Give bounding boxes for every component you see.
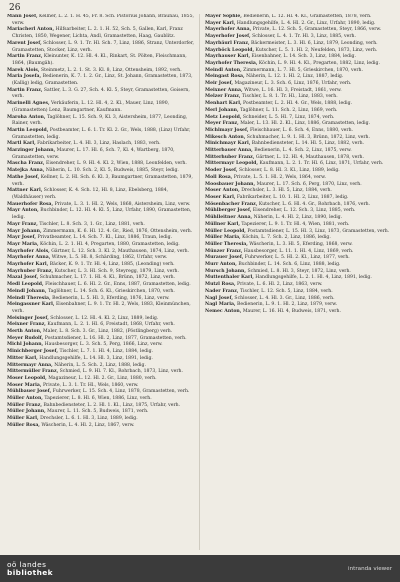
directory-entry [205,195,393,202]
viewer-footer [0,555,400,582]
entry-details: Zimmermann, L. 7. Hl. 5, Grieskirchen, 1870, verh. [243,67,363,73]
entry-name: Mayr Franz, [7,221,38,227]
entry-details: Eisendreher, L. 9. Hl. 4. Kl. 2, Wien, 1888, Leonfelden, verh. [45,161,187,167]
entry-name: Mösenbacher Franz, [205,201,258,207]
entry-details: Buchbinder, L. 14. Sch. 6, Linz, 1888, ledig. [238,262,341,268]
entry-details: Köchin, L. 2. 1. Hl. 4, Pregarten, 1880, Gramastetten, ledig. [40,241,180,247]
directory-entry [7,148,195,161]
entry-name: Müller Karl, [7,416,39,422]
entry-details: Bedienerin, L. 5. Hl. 3, Eferding, 1876, Linz, verw. [52,295,170,301]
entry-name: Moser Karl, [205,194,236,200]
library-logo[interactable] [7,561,53,577]
entry-details: Maurer, L. 17. Hl. 6, Sch. 7, Kl. 4, Wartberg, 1870, Gramastetten, verw. [12,148,175,160]
entry-details: Handlungsgehilfe, L. 14. Hl. 3, Linz, 1891, ledig. [39,355,153,361]
entry-details: Gärtner, L. 12. Sch. 3. Kl. 2, Mauthausen, 1874, Linz, verh. [51,248,190,254]
directory-entry [7,168,195,175]
entry-details: Drechsler, L. 6. 1. Hl. 3, Linz, 1889, ledig. [40,416,138,422]
directory-entry [7,101,195,114]
entry-details: Fleischhauer, L. 6. Sch. 4, Enns, 1880, verh. [249,127,354,133]
entry-name: Mikesch Anton, [205,134,246,140]
directory-entry [205,121,393,128]
directory-entry [7,376,195,383]
entry-name: Mitter Karl, [7,355,38,361]
entry-name: Mitterhuber Franz, [205,154,255,160]
entry-name: Moser Maria, [7,382,42,388]
directory-entry [7,14,195,27]
entry-name: Meixner Anna, [205,87,243,93]
entry-details: Näherin, L. 5. Sch. 2, Linz, 1888, ledig. [54,362,146,368]
entry-name: Melzer Franz, [205,94,241,100]
entry-details: Kutscher, L. 5. 1. Hl. 2, Neufelden, 1873, Linz, verh. [255,47,378,53]
entry-name: Merth Anton, [7,329,42,335]
entry-name: Muttenthaler Karl, [205,275,254,281]
entry-name: Nader Franz, [205,288,239,294]
entry-name: Maroha Anton, [7,114,46,120]
entry-details: Tischler, L. 8. Sch. 3, 1. Gr., Linz, 1881, verh. [39,221,145,227]
entry-details: Fleischhauer, L. 6. Hl. 2. Gr., Enns, 1887, Gramastetten, ledig. [45,282,191,288]
entry-details: Verkäuferin, L. 12. Hl. 4, 2. Kl., Mauer, Linz, 1890, (Gramastetten) Lenz, Baumgartner, Kaufmann. [12,101,170,113]
entry-details: Tapezierer, L. 8. Hl. 6, Wien, 1886, Linz, verh. [44,396,152,402]
entry-details: Bäcker, K. 9. 1. Tr. Hl. 4, Linz, 1885, (Leonding) verh. [49,262,175,268]
directory-entry [7,282,195,289]
entry-name: Michlmayr Josef, [205,127,249,133]
entry-name: Meyer Rudolf, [7,335,44,341]
directory-entry [205,148,393,155]
directory-entry [205,54,393,61]
directory-entry [7,349,195,356]
entry-details: Eisenbahner, L. 14. Sch. 3, Linz, 1884, ledig. [251,54,356,60]
entry-details: Schlosser, L. 12. Hl. 4. Kl. 2, Linz, 1889, ledig. [50,315,159,321]
directory-entry [7,27,195,40]
entry-details: Postamtsdiener, L. 15. Hl. 3, Linz, 1873, Gramastetten, verh. [247,228,390,234]
entry-name: Mascha Franz, [7,161,45,167]
entry-name: Meindl Anton, [205,67,242,73]
directory-entry [205,309,393,316]
directory-entry [205,282,393,289]
entry-details: Tischler, L. 12. Sch. 5, Linz, 1884, verh. [239,288,333,294]
directory-entry [7,235,195,242]
entry-details: Buchbinder, L. 12. Hl. 4. Kl. 5, Linz, Urfahr, 1890, Gramastetten, ledig. [12,208,192,221]
entry-name: Mayrböck Leopold, [205,47,255,53]
entry-details: Kleinunter, K. 12. Hl. 4. Kl., Rinkart, St. Pölten, Fleischmann, 1864, (Baumgäh). [12,54,187,66]
entry-details: Schlosser, K. 4. Sch. 12, Hl. 8, Linz, Ebelsberg, 1884, (Waldhäuser) verh. [12,188,169,200]
entry-details: Steinmetz, L. 2. 1. St. 3. Kl. 8, Linz, Ottensheim, 1892, verh. [40,67,182,73]
entry-name: Mursch Johann, [205,268,247,274]
entry-name: Martin Franz, [7,54,43,60]
entry-details: Kutscher, L. 6. Hl. 4. Gr., Rohrbach, 1876, verh. [258,201,371,207]
entry-details: Fabrikarbeiter, L. 10. 1. Hl. 2, Linz, 1887, ledig. [236,194,349,200]
directory-entry [7,222,195,229]
entry-details: Handlungsgehilfe, L. 4. Hl. 2. Gr., Linz, Urfahr, 1890, ledig. [236,20,376,26]
entry-name: Meixner Franz, [7,322,46,328]
entry-details: Private, L. 3. 1. Tr. Hl., Wels, 1860, verw. [42,382,139,388]
entry-details: Private, L. 3. 1. Hl. 2, Wels, 1868, Aistersheim, Linz, verw. [54,201,191,207]
entry-details: Bedienerin, K. 7. 1. 2. Gr., Linz, St. Johann, Gramastetten, 1873, (Kallig) ledig, Gramastetten. [12,74,193,87]
entry-name: Mühlleitner Anna, [205,215,253,221]
entry-name: Mayerhofer Josef, [205,34,251,40]
entry-name: Mattner Karl, [7,188,43,194]
directory-entry [205,34,393,41]
entry-details: Maler, L. 13. Hl. 2. Kl., Linz, 1886, Gramastetten, ledig. [240,121,371,127]
directory-entry [7,88,195,101]
directory-entry [205,41,393,48]
directory-entry [7,41,195,54]
entry-details: Bäckermeister, L. 3. Hl. 6, Linz, 1879, Leonding, verh. [251,40,378,46]
entry-details: Kellner, L. 2. Hl. Sch. 6. Kl. 3, Baumgartner, Gramastetten, 1879, verh. [12,174,193,187]
entry-name: Merl Johann, [205,107,239,113]
entry-name: Martin Franz, [7,87,43,93]
entry-details: Maler, L. 8. Sch. 3. Gr., Linz, 1882, (Pöstlingberg) verh. [43,329,173,335]
entry-name: Mittermüller Franz, [7,369,59,375]
directory-entry [205,289,393,296]
entry-name: Mitterbauer Anna, [205,148,253,154]
entry-details: Kaufmann, L. 2. 1. Tr. Hl. 6, Linz, 1871, Urfahr, verh. [259,161,384,167]
entry-name: Mariacherl Anton, [7,27,55,33]
entry-name: Müller Maria, [205,235,241,241]
entry-details: Bedienerin, L. 12. Hl. 4. Kl., Gramastetten, 1878, verh. [243,14,372,19]
entry-name: Mayer Karl, [205,20,236,26]
directory-entry [7,208,195,221]
entry-name: Mayrhauser Karl, [205,54,251,60]
directory-entry [205,302,393,309]
column-divider [199,14,200,550]
entry-details: Schuhmacher, L. 17. 1. Hl. 4. Kl., Brünn, 1872, Linz, verh. [39,275,176,281]
logo-line-2: bibliothek [7,567,53,577]
entry-details: Maurer, L. 11. Sch. 5, Budweis, 1871, verh. [47,409,149,415]
entry-name: Minichmayr Karl, [205,141,251,147]
page-number: 26 [9,3,21,13]
entry-details: Taglöhner, L. 14. Sch. 6. Kl., Grieskirchen, 1870, verh. [47,288,175,294]
directory-entry [205,108,393,115]
entry-name: Nemec Anton, [205,308,242,314]
entry-details: Eisenbahner, L. 9. 1. Tr. Hl. 2, Wels, 1883, Kleinmünchen, verh. [12,302,191,314]
entry-name: Mayrhuber Franz, [7,268,54,274]
entry-details: Schmied, L. 8. Hl. 3, Steyr, 1872, Linz, verh. [247,268,351,274]
entry-details: Private, L. 5. 1. Hl. 2, Wels, 1864, verw. [233,174,327,180]
entry-name: Murauer Josef, [205,255,244,261]
entry-name: Müller Theresia, [205,241,248,247]
entry-details: Bahnbediensteter, L. 2. Hl. 1. Kl., Linz, 1875, Urfahr, verh. [43,402,181,408]
entry-name: Müllner Karl, [205,221,240,227]
entry-name: Müller Rosa, [7,422,40,428]
entry-name: Mayrhofer Alois, [7,248,50,254]
directory-entry [7,54,195,67]
entry-details: Zimmermann, K. 6. Hl. 12. 4. Gr., Ried, 1876, Ottensheim, verh. [43,228,193,234]
directory-entry [7,416,195,423]
entry-name: Mittermayr Leopold, [205,161,258,167]
entry-name: Murr Anton, [205,262,237,268]
entry-details: Näherin, L. 4. Hl. 2, Linz, 1890, ledig. [253,215,343,221]
entry-details: Schmied, L. 9. Hl. 7. Kl., Rohrbach, 1873, Linz, verh. [59,369,183,375]
entry-name: Meir Josef, [205,81,233,87]
entry-details: Köchin, L. 9. Hl. 4. Kl., Pregarten, 1882, Linz, ledig. [258,60,380,66]
entry-details: Gärtner, L. 12. Hl. 4, Mauthausen, 1878, verh. [255,154,364,160]
entry-details: Schuhmacher, L. 9. 1. Hl. 3, Brünn, 1872, Linz, verh. [246,134,370,140]
entry-details: Fuhrwerker, L. 15. Sch. 4, Linz, 1878, Gramastetten, verh. [52,389,190,395]
directory-entry [205,14,393,21]
directory-entry [7,242,195,249]
entry-details: Witwe, L. 5. Hl. 8, Schärding, 1862, Urfahr, verw. [51,255,168,261]
entry-name: Mayerhofer Anna, [205,27,252,33]
entry-name: Metz Leopold, [205,114,242,120]
entry-name: Mayr Maria, [7,241,39,247]
directory-entry [205,188,393,195]
directory-entry [205,255,393,262]
entry-details: Magazineur, L. 3. Sch. 6, Linz, 1876, Urfahr, verh. [234,81,352,87]
entry-details: Tischler, L. 7. 1. Hl. 4, Linz, 1884, ledig. [59,349,153,355]
entry-name: Mayr Josef, [7,235,36,241]
entry-name: Medl Leopold, [7,282,44,288]
directory-entry [7,369,195,376]
entry-name: Minichberger Josef, [7,349,58,355]
directory-entry [7,115,195,128]
entry-name: Nagl Maria, [205,302,236,308]
directory-entry [7,356,195,363]
entry-details: Magazineur, L. 12. Hl. 2. Gr., Linz, 1880, verh. [48,375,157,381]
entry-details: Tischler, L. 8. 1. Tr. Hl., Linz, 1883, verh. [241,94,338,100]
entry-details: Schlosser, L. 4. Hl. 3. Gr., Linz, 1886, verh. [234,295,335,301]
directory-entry [7,396,195,403]
entry-details: Kellner, L. 2. 1. H. 45, Fr. 8. Sch. Pistorius Johann, Braunau, 1855, verw. [12,14,194,26]
entry-details: Hausbesorger, L. 11. 1. Hl. 4, Linz, 1869, verh. [243,248,354,254]
entry-name: Martl Karl, [7,141,36,147]
entry-details: Näherin, L. 10. Sch. 2, Kl. 5, Budweis, 1885, Steyr, ledig. [45,168,179,174]
entry-name: Mathe Josef, [7,174,40,180]
entry-name: Mayrhofer Theresia, [205,60,258,66]
directory-entry [205,101,393,108]
directory-entry [205,175,393,182]
entry-details: Schlosser, L. 4. 1. Tr. Hl. 3, Linz, 1885, verh. [252,34,356,40]
entry-name: Marzinger Johann, [7,148,56,154]
entry-name: Meisinger Josef, [7,315,49,321]
entry-name: Mittermayr Anna, [7,362,53,368]
directory-entry [7,175,195,188]
viewer-label[interactable]: intranda viewer [348,566,392,572]
entry-details: Bahnbediensteter, L. 14. Hl. 5, Linz, 1882, verh. [251,141,364,147]
directory-entry [205,262,393,269]
entry-details: Schneider, L. 5. Hl. 7, Linz, 1874, verh. [242,114,335,120]
entry-details: Schlosser, L. 9. 1. Tr. Hl. Sch. 7, Linz, 1886, Stranz, Unterdorfer, Gramastetten, Stocker, Linz, verh. [12,40,195,53]
entry-details: Taglöhner, L. 11. Sch. 2, Linz, 1869, verh. [240,107,338,113]
entry-details: Wäscherin, L. 4. Hl. 2, Linz, 1867, verw. [41,422,135,428]
entry-details: Privatbeamter, L. 14. Sch. 7. Kl., Linz, 1886, Traun, ledig. [37,235,173,241]
entry-name: Matejka Anna, [7,168,45,174]
entry-details: Fabrikarbeiter, L. 4. Hl. 3, Linz, Haslach, 1883, verh. [37,141,161,147]
entry-name: Menhart Karl, [205,101,242,107]
directory-entry [205,168,393,175]
directory-entry [7,255,195,262]
entry-details: Kaufmann, L. 2. 1. Hl. 6, Freistadt, 1868, Urfahr, verh. [47,322,175,328]
logo-line-1: oö landes [7,560,47,569]
entry-name: Müller Leopold, [205,228,246,234]
entry-name: Meindl Theresia, [7,295,51,301]
entry-details: Drechsler, L. 3. Hl. 5, Linz, 1884, verh. [241,188,332,194]
entry-name: Mayrhofer Karl, [7,262,49,268]
entry-details: Fuhrwerker, L. 5. Hl. 2. Kl., Linz, 1877, verh. [244,255,350,261]
entry-name: Martin Leopold, [7,127,49,133]
directory-entry [7,74,195,87]
directory-entry [7,128,195,141]
right-column [205,14,393,550]
entry-details: Schlosser, L. 8. Hl. 3. Kl., Linz, 1889, ledig. [239,168,340,174]
entry-name: Marinelli Agnes, [7,101,50,107]
entry-name: Moder Josef, [205,168,238,174]
directory-entry [205,215,393,222]
directory-entry [7,188,195,201]
entry-name: Müller Johann, [7,409,46,415]
entry-name: Mutzl Rosa, [205,282,236,288]
entry-name: Mühlbauer Josef, [7,389,52,395]
entry-name: Meingast Rosa, [205,74,245,80]
entry-name: Meindl Johann, [7,288,47,294]
entry-details: Bedienerin, L. 9. 1. Hl. 2, Linz, 1879, verw. [237,302,338,308]
entry-name: Meingassner Karl, [7,302,55,308]
entry-name: Marent Josef, [7,40,42,46]
entry-details: Tapezierer, L. 9. 1. Tr. Hl. 4, Wien, 1881, verh. [241,221,350,227]
entry-name: Moser Leopold, [7,375,47,381]
entry-name: Mayr Johann, [7,228,42,234]
entry-name: Müller Franz, [7,402,42,408]
entry-name: Michl Johann, [7,342,44,348]
entry-name: Meyer Franz, [205,121,239,127]
entry-name: Mayr Anton, [7,208,39,214]
directory-entry [205,81,393,88]
entry-details: Postbeamter, L. 6. 1. Tr. Kl. 2. Gr., Wels, 1888, (Linz) Urfahr, Gramastetten, ledig. [12,127,191,140]
entry-details: Postamtsdiener, L. 16. Hl. 2, Linz, 1877, Gramastetten, verh. [44,335,187,341]
directory-entry [7,302,195,315]
directory-entry [7,289,195,296]
entry-name: Müller Anton, [7,396,43,402]
entry-details: Bedienerin, L. 4. Sch. 2, Linz, 1875, verw. [254,148,352,154]
entry-details: Eisendreher, L. 12. Sch. 3, Linz, 1885, verh. [252,208,356,214]
directory-entry [7,423,195,430]
directory-entry [205,242,393,249]
entry-details: Taglöhner, L. 15. Sch. 9, Kl. 3, Aistersheim, 1877, Leonding, Rainer, verh. [12,114,188,127]
entry-name: Mann Josef, [7,14,38,19]
directory-entry [7,329,195,336]
entry-name: Moser Anton, [205,188,240,194]
entry-name: Mayrbäurl Franz, [205,40,250,46]
entry-details: Hilfsarbeiter, L. 2. 1. H. 52, Sch. 5, Gallen, Karl, Franz Christen, 1850, Wegener, Lichta, Andl, Gramastetten, Haag, Gaublitz. [12,27,183,40]
directory-entry [205,128,393,135]
directory-entry [7,262,195,269]
entry-name: Mühlberger Josef, [205,208,252,214]
directory-entry [205,235,393,242]
directory-entry [205,222,393,229]
entry-details: Witwe, L. 16. Hl. 3, Freistadt, 1861, verw. [244,87,342,93]
entry-name: Mauerhofer Rosa, [7,201,54,207]
entry-name: Mayer Sophie, [205,14,242,19]
entry-details: Köchin, L. 7. Sch. 2, Linz, 1886, ledig. [242,235,331,241]
entry-details: Private, L. 12. Sch. 5, Gramastetten, Steyr, 1866, verw. [252,27,382,33]
entry-details: Private, L. 6. Hl. 2, Linz, 1863, verw. [237,282,323,288]
entry-details: Handlungsgehilfe, L. 2. 1. Hl. 4, Linz, 1891, ledig. [255,275,372,281]
entry-name: Maria Josefa, [7,74,42,80]
entry-details: Hausbesorger, L. 3. Sch. 5, Perg, 1866, Linz, verw. [44,342,163,348]
entry-name: Mazal Josef, [7,275,39,281]
entry-details: Kutscher, L. 3. Hl. Sch. 9, Steyregg, 1879, Linz, verh. [54,268,179,274]
entry-details: Sattler, L. 3. G. 27, Sch. 4. Kl. 5, Steyr, Gramastetten, Goisern, verh. [12,87,190,100]
entry-details: Postbeamter, L. 2. Hl. 4. Gr., Wels, 1888, ledig. [243,101,353,107]
entry-details: Maurer, L. 16. Hl. 4, Budweis, 1871, verh. [242,308,341,314]
left-column [7,14,195,550]
directory-entry [205,61,393,68]
entry-details: Näherin, L. 12. 1. Hl. 2, Linz, 1887, ledig. [246,74,344,80]
entry-name: Nagl Josef, [205,295,233,301]
entry-details: Wäscherin, L. 3. Hl. 5, Eferding, 1868, verw. [249,241,353,247]
entry-name: Moosbauer Johann, [205,181,256,187]
entry-name: Moll Rosa, [205,174,233,180]
entry-details: Maurer, L. 17. Sch. 6, Perg, 1870, Linz, verh. [256,181,362,187]
entry-name: Münzer Franz, [205,248,243,254]
entry-name: Marek Alois, [7,67,40,73]
entry-name: Mayrhofer Anna, [7,255,51,261]
